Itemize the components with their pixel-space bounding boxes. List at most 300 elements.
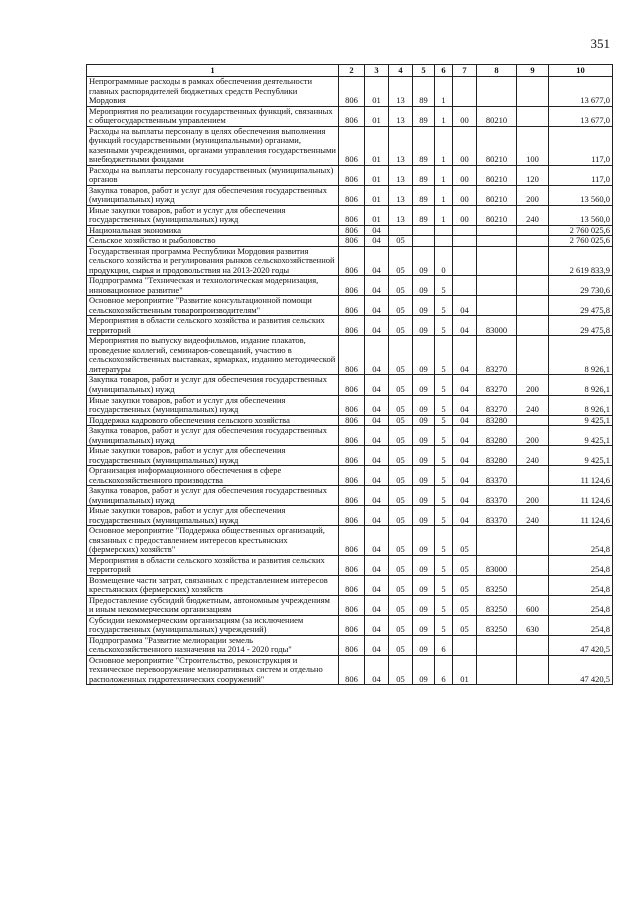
amount: 117,0 — [549, 126, 613, 165]
code-program: 09 — [413, 336, 435, 375]
code-program: 89 — [413, 106, 435, 126]
header-row — [87, 65, 613, 77]
code-activity: 04 — [453, 466, 477, 486]
code-direction: 80210 — [477, 205, 517, 225]
code-subprogram: 0 — [435, 246, 453, 276]
amount: 254,8 — [549, 575, 613, 595]
table-row — [87, 165, 613, 185]
column-header: 10 — [549, 65, 613, 77]
table-row — [87, 246, 613, 276]
code-subprogram: 1 — [435, 185, 453, 205]
code-direction — [477, 246, 517, 276]
code-subsection: 05 — [389, 375, 413, 395]
code-expense-type: 100 — [517, 126, 549, 165]
code-subsection: 05 — [389, 296, 413, 316]
code-activity: 04 — [453, 395, 477, 415]
code-activity: 00 — [453, 185, 477, 205]
code-subsection: 05 — [389, 276, 413, 296]
code-expense-type: 200 — [517, 486, 549, 506]
code-direction: 83370 — [477, 466, 517, 486]
code-activity: 04 — [453, 486, 477, 506]
code-subsection: 05 — [389, 426, 413, 446]
amount: 2 760 025,6 — [549, 225, 613, 236]
code-expense-type — [517, 296, 549, 316]
code-admin: 806 — [339, 165, 365, 185]
amount: 8 926,1 — [549, 395, 613, 415]
code-expense-type: 200 — [517, 185, 549, 205]
code-activity — [453, 77, 477, 107]
code-activity: 04 — [453, 296, 477, 316]
code-expense-type — [517, 415, 549, 426]
code-subsection — [389, 225, 413, 236]
amount: 13 677,0 — [549, 106, 613, 126]
code-direction: 83250 — [477, 575, 517, 595]
code-subprogram: 1 — [435, 126, 453, 165]
code-program: 09 — [413, 655, 435, 685]
code-section: 04 — [365, 426, 389, 446]
table-row — [87, 276, 613, 296]
code-admin: 806 — [339, 246, 365, 276]
table-row — [87, 486, 613, 506]
code-subprogram: 5 — [435, 415, 453, 426]
code-activity — [453, 246, 477, 276]
code-program: 09 — [413, 316, 435, 336]
code-section: 04 — [365, 466, 389, 486]
code-activity — [453, 276, 477, 296]
table-row — [87, 506, 613, 526]
row-description: Закупка товаров, работ и услуг для обеспечения государственных (муниципальных) нужд — [87, 185, 339, 205]
code-admin: 806 — [339, 375, 365, 395]
code-admin: 806 — [339, 395, 365, 415]
table-row — [87, 655, 613, 685]
code-direction — [477, 276, 517, 296]
code-direction: 83270 — [477, 336, 517, 375]
table-row — [87, 316, 613, 336]
code-program: 09 — [413, 555, 435, 575]
code-subsection: 05 — [389, 316, 413, 336]
code-expense-type: 600 — [517, 595, 549, 615]
code-subprogram — [435, 236, 453, 247]
code-direction — [477, 236, 517, 247]
row-description: Иные закупки товаров, работ и услуг для обеспечения государственных (муниципальных) нужд — [87, 395, 339, 415]
row-description: Национальная экономика — [87, 225, 339, 236]
code-admin: 806 — [339, 555, 365, 575]
code-admin: 806 — [339, 205, 365, 225]
code-subsection: 05 — [389, 446, 413, 466]
code-admin: 806 — [339, 276, 365, 296]
code-subprogram: 6 — [435, 635, 453, 655]
code-subsection: 13 — [389, 126, 413, 165]
row-description: Основное мероприятие "Строительство, реконструкция и техническое перевооружение мелиоративных систем и отдельно расположенных гидротехнических сооружений" — [87, 655, 339, 685]
code-expense-type — [517, 635, 549, 655]
code-program: 09 — [413, 635, 435, 655]
row-description: Подпрограмма "Техническая и технологическая модернизация, инновационное развитие" — [87, 276, 339, 296]
table-row — [87, 106, 613, 126]
code-activity — [453, 225, 477, 236]
row-description: Подпрограмма "Развитие мелиорации земель сельскохозяйственного назначения на 2014 - 2020 годы" — [87, 635, 339, 655]
amount: 254,8 — [549, 526, 613, 556]
code-expense-type — [517, 246, 549, 276]
table-row — [87, 466, 613, 486]
code-section: 01 — [365, 126, 389, 165]
code-program: 89 — [413, 185, 435, 205]
code-subsection: 05 — [389, 486, 413, 506]
code-program: 09 — [413, 575, 435, 595]
code-direction — [477, 655, 517, 685]
table-row — [87, 126, 613, 165]
table-row — [87, 236, 613, 247]
code-expense-type — [517, 106, 549, 126]
code-subsection: 05 — [389, 635, 413, 655]
code-subprogram: 1 — [435, 77, 453, 107]
table-row — [87, 185, 613, 205]
table-row — [87, 426, 613, 446]
code-expense-type — [517, 336, 549, 375]
code-subprogram: 1 — [435, 205, 453, 225]
code-admin: 806 — [339, 415, 365, 426]
code-subsection: 05 — [389, 246, 413, 276]
row-description: Мероприятия в области сельского хозяйства и развития сельских территорий — [87, 316, 339, 336]
amount: 11 124,6 — [549, 506, 613, 526]
code-subprogram: 5 — [435, 395, 453, 415]
row-description: Субсидии некоммерческим организациям (за исключением государственных (муниципальных) учреждений) — [87, 615, 339, 635]
code-subsection: 05 — [389, 555, 413, 575]
code-admin: 806 — [339, 635, 365, 655]
code-subsection: 05 — [389, 526, 413, 556]
code-expense-type — [517, 316, 549, 336]
row-description: Расходы на выплаты персоналу государственных (муниципальных) органов — [87, 165, 339, 185]
code-activity: 04 — [453, 336, 477, 375]
code-admin: 806 — [339, 506, 365, 526]
code-section: 04 — [365, 555, 389, 575]
amount: 47 420,5 — [549, 635, 613, 655]
code-activity: 05 — [453, 595, 477, 615]
code-subprogram: 5 — [435, 506, 453, 526]
amount: 254,8 — [549, 615, 613, 635]
row-description: Основное мероприятие "Поддержка общественных организаций, связанных с предоставлением интересов крестьянских (фермерских) хозяйств" — [87, 526, 339, 556]
code-subprogram: 5 — [435, 446, 453, 466]
row-description: Непрограммные расходы в рамках обеспечения деятельности главных распорядителей бюджетных средств Республики Мордовия — [87, 77, 339, 107]
code-section: 04 — [365, 506, 389, 526]
row-description: Мероприятия по реализации государственных функций, связанных с общегосударственным управлением — [87, 106, 339, 126]
code-subsection: 13 — [389, 165, 413, 185]
code-subprogram: 5 — [435, 466, 453, 486]
code-direction: 80210 — [477, 106, 517, 126]
code-section: 04 — [365, 486, 389, 506]
code-program: 09 — [413, 486, 435, 506]
code-subprogram: 5 — [435, 526, 453, 556]
code-subsection: 13 — [389, 205, 413, 225]
code-admin: 806 — [339, 316, 365, 336]
code-section: 04 — [365, 655, 389, 685]
code-admin: 806 — [339, 615, 365, 635]
code-direction: 83270 — [477, 395, 517, 415]
code-program: 09 — [413, 506, 435, 526]
code-subprogram: 5 — [435, 615, 453, 635]
amount: 29 730,6 — [549, 276, 613, 296]
code-direction: 83250 — [477, 615, 517, 635]
code-expense-type — [517, 225, 549, 236]
code-section: 04 — [365, 225, 389, 236]
code-section: 04 — [365, 615, 389, 635]
code-admin: 806 — [339, 446, 365, 466]
code-expense-type: 240 — [517, 205, 549, 225]
amount: 29 475,8 — [549, 316, 613, 336]
code-section: 04 — [365, 316, 389, 336]
code-expense-type — [517, 276, 549, 296]
code-activity: 00 — [453, 106, 477, 126]
code-activity: 05 — [453, 575, 477, 595]
code-direction: 83270 — [477, 375, 517, 395]
code-subprogram: 5 — [435, 375, 453, 395]
amount: 8 926,1 — [549, 375, 613, 395]
table-row — [87, 595, 613, 615]
code-program: 09 — [413, 615, 435, 635]
code-admin: 806 — [339, 595, 365, 615]
code-program: 09 — [413, 375, 435, 395]
row-description: Расходы на выплаты персоналу в целях обеспечения выполнения функций государственными (муниципальными) органами, казенными учреждениями, органами управления государственными внебюджетными фондами — [87, 126, 339, 165]
row-description: Иные закупки товаров, работ и услуг для обеспечения государственных (муниципальных) нужд — [87, 446, 339, 466]
code-section: 04 — [365, 375, 389, 395]
code-subprogram: 5 — [435, 276, 453, 296]
code-subsection: 05 — [389, 466, 413, 486]
table-row — [87, 446, 613, 466]
amount: 254,8 — [549, 555, 613, 575]
code-program: 89 — [413, 165, 435, 185]
code-section: 04 — [365, 575, 389, 595]
code-subsection: 13 — [389, 185, 413, 205]
amount: 2 619 833,9 — [549, 246, 613, 276]
code-expense-type: 200 — [517, 426, 549, 446]
code-activity: 01 — [453, 655, 477, 685]
code-program: 89 — [413, 126, 435, 165]
code-admin: 806 — [339, 236, 365, 247]
code-activity: 05 — [453, 526, 477, 556]
code-program: 89 — [413, 77, 435, 107]
code-subsection: 05 — [389, 415, 413, 426]
code-program: 09 — [413, 246, 435, 276]
code-expense-type — [517, 466, 549, 486]
row-description: Сельское хозяйство и рыболовство — [87, 236, 339, 247]
row-description: Предоставление субсидий бюджетным, автономным учреждениям и иным некоммерческим организациям — [87, 595, 339, 615]
row-description: Мероприятия в области сельского хозяйства и развития сельских территорий — [87, 555, 339, 575]
code-activity: 04 — [453, 426, 477, 446]
code-program: 09 — [413, 276, 435, 296]
code-subprogram: 6 — [435, 655, 453, 685]
code-activity: 00 — [453, 205, 477, 225]
code-section: 04 — [365, 236, 389, 247]
table-row — [87, 225, 613, 236]
table-row — [87, 526, 613, 556]
column-header: 1 — [87, 65, 339, 77]
code-admin: 806 — [339, 106, 365, 126]
code-subsection: 13 — [389, 106, 413, 126]
code-expense-type — [517, 526, 549, 556]
code-direction — [477, 635, 517, 655]
column-header: 6 — [435, 65, 453, 77]
code-activity: 04 — [453, 316, 477, 336]
code-section: 04 — [365, 246, 389, 276]
amount: 29 475,8 — [549, 296, 613, 316]
code-admin: 806 — [339, 526, 365, 556]
code-subprogram: 5 — [435, 486, 453, 506]
column-header: 7 — [453, 65, 477, 77]
code-admin: 806 — [339, 185, 365, 205]
amount: 9 425,1 — [549, 415, 613, 426]
code-activity: 04 — [453, 446, 477, 466]
row-description: Закупка товаров, работ и услуг для обеспечения государственных (муниципальных) нужд — [87, 375, 339, 395]
table-row — [87, 336, 613, 375]
code-expense-type: 630 — [517, 615, 549, 635]
code-direction: 83280 — [477, 426, 517, 446]
table-row — [87, 375, 613, 395]
code-program: 09 — [413, 526, 435, 556]
column-header: 8 — [477, 65, 517, 77]
column-header: 5 — [413, 65, 435, 77]
amount: 254,8 — [549, 595, 613, 615]
amount: 2 760 025,6 — [549, 236, 613, 247]
code-subprogram: 1 — [435, 165, 453, 185]
amount: 11 124,6 — [549, 486, 613, 506]
amount: 8 926,1 — [549, 336, 613, 375]
code-subprogram: 5 — [435, 575, 453, 595]
row-description: Государственная программа Республики Мордовия развития сельского хозяйства и регулирования рынков сельскохозяйственной продукции, сырья и продовольствия на 2013-2020 годы — [87, 246, 339, 276]
row-description: Мероприятия по выпуску видеофильмов, издание плакатов, проведение коллегий, семинаров-совещаний, участию в сельскохозяйственных выставках, ярмарках, изданию методической литературы — [87, 336, 339, 375]
code-section: 04 — [365, 415, 389, 426]
row-description: Закупка товаров, работ и услуг для обеспечения государственных (муниципальных) нужд — [87, 486, 339, 506]
table-row — [87, 555, 613, 575]
code-program — [413, 236, 435, 247]
amount: 11 124,6 — [549, 466, 613, 486]
column-header: 3 — [365, 65, 389, 77]
table-row — [87, 575, 613, 595]
code-direction — [477, 296, 517, 316]
row-description: Иные закупки товаров, работ и услуг для обеспечения государственных (муниципальных) нужд — [87, 205, 339, 225]
code-section: 01 — [365, 185, 389, 205]
code-direction — [477, 225, 517, 236]
amount: 9 425,1 — [549, 426, 613, 446]
code-direction: 83370 — [477, 506, 517, 526]
code-direction: 83000 — [477, 555, 517, 575]
code-section: 04 — [365, 336, 389, 375]
row-description: Иные закупки товаров, работ и услуг для обеспечения государственных (муниципальных) нужд — [87, 506, 339, 526]
table-row — [87, 77, 613, 107]
code-expense-type: 240 — [517, 446, 549, 466]
code-section: 04 — [365, 595, 389, 615]
code-activity: 05 — [453, 555, 477, 575]
table-row — [87, 635, 613, 655]
code-activity: 04 — [453, 375, 477, 395]
row-description: Закупка товаров, работ и услуг для обеспечения государственных (муниципальных) нужд — [87, 426, 339, 446]
code-expense-type — [517, 236, 549, 247]
code-section: 01 — [365, 205, 389, 225]
code-program: 09 — [413, 595, 435, 615]
amount: 13 677,0 — [549, 77, 613, 107]
code-section: 01 — [365, 165, 389, 185]
code-section: 04 — [365, 446, 389, 466]
code-expense-type — [517, 555, 549, 575]
amount: 9 425,1 — [549, 446, 613, 466]
code-program: 09 — [413, 395, 435, 415]
column-header: 4 — [389, 65, 413, 77]
code-admin: 806 — [339, 126, 365, 165]
code-subprogram — [435, 225, 453, 236]
code-program: 09 — [413, 296, 435, 316]
code-direction: 83280 — [477, 415, 517, 426]
code-subprogram: 5 — [435, 336, 453, 375]
code-program: 09 — [413, 415, 435, 426]
code-subsection: 05 — [389, 615, 413, 635]
code-direction — [477, 77, 517, 107]
code-section: 04 — [365, 635, 389, 655]
code-direction — [477, 526, 517, 556]
code-expense-type: 240 — [517, 506, 549, 526]
code-admin: 806 — [339, 336, 365, 375]
code-program: 89 — [413, 205, 435, 225]
code-subprogram: 5 — [435, 555, 453, 575]
table-row — [87, 395, 613, 415]
code-subsection: 05 — [389, 655, 413, 685]
amount: 47 420,5 — [549, 655, 613, 685]
code-section: 04 — [365, 526, 389, 556]
code-activity: 00 — [453, 126, 477, 165]
code-program: 09 — [413, 466, 435, 486]
amount: 117,0 — [549, 165, 613, 185]
code-direction: 83280 — [477, 446, 517, 466]
code-direction: 83000 — [477, 316, 517, 336]
code-admin: 806 — [339, 655, 365, 685]
code-subprogram: 5 — [435, 426, 453, 446]
code-direction: 80210 — [477, 126, 517, 165]
code-subsection: 05 — [389, 595, 413, 615]
code-section: 04 — [365, 296, 389, 316]
code-program: 09 — [413, 446, 435, 466]
code-expense-type — [517, 77, 549, 107]
row-description: Организация информационного обеспечения в сфере сельскохозяйственного производства — [87, 466, 339, 486]
table-row — [87, 205, 613, 225]
code-subsection: 05 — [389, 575, 413, 595]
code-section: 01 — [365, 106, 389, 126]
row-description: Возмещение части затрат, связанных с представлением интересов крестьянских (фермерских) хозяйств — [87, 575, 339, 595]
table-row — [87, 615, 613, 635]
code-direction: 80210 — [477, 185, 517, 205]
code-subprogram: 5 — [435, 316, 453, 336]
code-subprogram: 5 — [435, 595, 453, 615]
code-program: 09 — [413, 426, 435, 446]
code-direction: 80210 — [477, 165, 517, 185]
code-program — [413, 225, 435, 236]
code-expense-type — [517, 655, 549, 685]
row-description: Основное мероприятие "Развитие консультационной помощи сельскохозяйственным товаропроизводителям" — [87, 296, 339, 316]
code-expense-type: 120 — [517, 165, 549, 185]
column-header: 9 — [517, 65, 549, 77]
code-admin: 806 — [339, 486, 365, 506]
code-subsection: 05 — [389, 236, 413, 247]
code-admin: 806 — [339, 77, 365, 107]
code-subsection: 05 — [389, 336, 413, 375]
code-admin: 806 — [339, 296, 365, 316]
code-admin: 806 — [339, 225, 365, 236]
code-subprogram: 1 — [435, 106, 453, 126]
code-activity — [453, 236, 477, 247]
column-header: 2 — [339, 65, 365, 77]
code-subsection: 05 — [389, 395, 413, 415]
code-activity: 04 — [453, 415, 477, 426]
code-admin: 806 — [339, 466, 365, 486]
code-activity — [453, 635, 477, 655]
table-row — [87, 415, 613, 426]
code-section: 01 — [365, 77, 389, 107]
